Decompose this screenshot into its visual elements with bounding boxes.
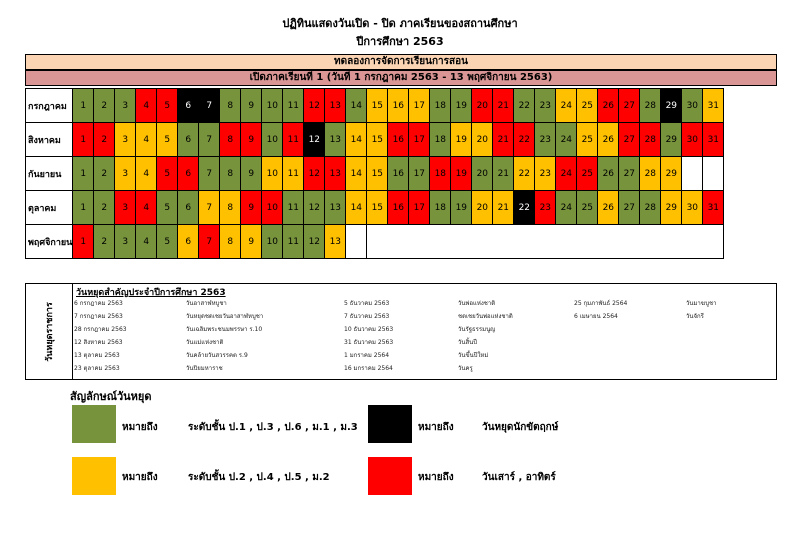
day-cell: 17	[409, 157, 430, 191]
day-cell: 15	[367, 157, 388, 191]
holiday-entry: 6 กรกฎาคม 2563	[74, 300, 123, 307]
day-cell	[346, 225, 367, 259]
legend-swatch-yellow	[72, 457, 116, 495]
holiday-entry: วันพ่อแห่งชาติ	[458, 300, 496, 307]
legend-desc-red: วันเสาร์ , อาทิตร์	[482, 472, 556, 483]
holiday-entry: 5 ธันวาคม 2563	[344, 300, 390, 307]
day-cell: 29	[661, 191, 682, 225]
day-cell: 6	[178, 225, 199, 259]
day-cell: 4	[136, 123, 157, 157]
day-cell: 22	[514, 123, 535, 157]
day-cell: 11	[283, 191, 304, 225]
holiday-entry: วันเฉลิมพระชนมพรรษา ร.10	[186, 326, 263, 333]
day-cell: 12	[304, 89, 325, 123]
day-cell: 2	[94, 123, 115, 157]
day-cell: 20	[472, 89, 493, 123]
day-cell: 6	[178, 157, 199, 191]
day-cell: 18	[430, 89, 451, 123]
day-cell: 13	[325, 191, 346, 225]
day-cell: 29	[661, 89, 682, 123]
holiday-entry: 6 เมษายน 2564	[574, 313, 618, 320]
day-cell: 1	[73, 123, 94, 157]
day-cell: 20	[472, 191, 493, 225]
day-cell: 1	[73, 89, 94, 123]
holiday-entry: 1 มกราคม 2564	[344, 352, 390, 359]
day-cell: 31	[703, 191, 724, 225]
semester-band: เปิดภาคเรียนที่ 1 (วันที่ 1 กรกฎาคม 2563 - 13 พฤศจิกายน 2563)	[25, 70, 777, 86]
day-cell: 10	[262, 157, 283, 191]
legend-mean-green: หมายถึง	[122, 422, 158, 433]
day-cell: 2	[94, 157, 115, 191]
day-cell: 11	[283, 89, 304, 123]
day-cell: 2	[94, 225, 115, 259]
day-cell: 27	[619, 123, 640, 157]
day-cell: 11	[283, 225, 304, 259]
day-cell: 12	[304, 225, 325, 259]
holiday-entry: วันแม่แห่งชาติ	[186, 339, 224, 346]
day-cell: 18	[430, 191, 451, 225]
holiday-entry: วันปิยมหาราช	[186, 365, 223, 372]
month-label: กรกฎาคม	[26, 89, 73, 123]
day-cell: 3	[115, 225, 136, 259]
day-cell: 10	[262, 89, 283, 123]
day-cell: 28	[640, 191, 661, 225]
day-cell: 17	[409, 123, 430, 157]
calendar-row	[26, 157, 724, 191]
day-cell: 21	[493, 191, 514, 225]
holiday-title: วันหยุดสำคัญประจำปีการศึกษา 2563	[76, 288, 226, 298]
day-cell: 24	[556, 191, 577, 225]
day-cell: 16	[388, 191, 409, 225]
day-cell: 12	[304, 157, 325, 191]
day-cell: 23	[535, 191, 556, 225]
day-cell: 14	[346, 89, 367, 123]
day-cell: 30	[682, 89, 703, 123]
day-cell: 9	[241, 123, 262, 157]
day-cell: 8	[220, 89, 241, 123]
holiday-entry: วันขึ้นปีใหม่	[458, 352, 489, 359]
day-cell	[682, 157, 703, 191]
day-cell: 25	[577, 157, 598, 191]
calendar-row	[26, 123, 724, 157]
holiday-entry: วันสิ้นปี	[458, 339, 478, 346]
day-cell: 25	[577, 89, 598, 123]
day-cell: 18	[430, 123, 451, 157]
day-cell: 14	[346, 157, 367, 191]
day-cell: 19	[451, 123, 472, 157]
day-cell: 23	[535, 157, 556, 191]
day-cell: 7	[199, 123, 220, 157]
day-cell: 29	[661, 157, 682, 191]
legend-swatch-black	[368, 405, 412, 443]
day-cell: 8	[220, 225, 241, 259]
day-cell: 7	[199, 191, 220, 225]
day-cell: 9	[241, 225, 262, 259]
holiday-entry: 12 สิงหาคม 2563	[74, 339, 123, 346]
day-cell: 28	[640, 123, 661, 157]
day-cell: 20	[472, 123, 493, 157]
legend-mean-black: หมายถึง	[418, 422, 454, 433]
holiday-side-label: วันหยุดราชการ	[26, 284, 73, 379]
holiday-entry: วันมาฆบูชา	[686, 300, 717, 307]
day-cell: 13	[325, 225, 346, 259]
empty-cell	[703, 157, 724, 191]
day-cell: 30	[682, 123, 703, 157]
legend-title: สัญลักษณ์วันหยุด	[70, 390, 152, 403]
holiday-entry: 7 ธันวาคม 2563	[344, 313, 390, 320]
holiday-entry: ชดเชยวันพ่อแห่งชาติ	[458, 313, 513, 320]
legend-swatch-green	[72, 405, 116, 443]
day-cell: 4	[136, 191, 157, 225]
day-cell: 6	[178, 123, 199, 157]
day-cell: 27	[619, 89, 640, 123]
day-cell: 31	[703, 123, 724, 157]
day-cell: 21	[493, 157, 514, 191]
day-cell: 9	[241, 157, 262, 191]
day-cell: 13	[325, 157, 346, 191]
day-cell: 9	[241, 89, 262, 123]
holiday-entry: 31 ธันวาคม 2563	[344, 339, 394, 346]
day-cell: 7	[199, 89, 220, 123]
day-cell: 26	[598, 123, 619, 157]
holiday-entry: วันคล้ายวันสวรรคต ร.9	[186, 352, 248, 359]
day-cell: 3	[115, 191, 136, 225]
day-cell: 4	[136, 89, 157, 123]
holiday-entry: 7 กรกฎาคม 2563	[74, 313, 123, 320]
day-cell: 5	[157, 89, 178, 123]
holiday-entry: วันหยุดชดเชยวันอาสาฬหบูชา	[186, 313, 264, 320]
day-cell: 8	[220, 191, 241, 225]
day-cell: 24	[556, 157, 577, 191]
day-cell: 17	[409, 191, 430, 225]
legend-mean-red: หมายถึง	[418, 472, 454, 483]
holiday-panel	[25, 283, 777, 380]
holiday-entry: วันจักรี	[686, 313, 704, 320]
day-cell: 7	[199, 225, 220, 259]
day-cell: 26	[598, 191, 619, 225]
day-cell: 24	[556, 123, 577, 157]
holiday-entry: 28 กรกฎาคม 2563	[74, 326, 127, 333]
day-cell: 11	[283, 123, 304, 157]
day-cell: 29	[661, 123, 682, 157]
day-cell: 5	[157, 123, 178, 157]
holiday-entry: 23 ตุลาคม 2563	[74, 365, 120, 372]
calendar-row	[26, 191, 724, 225]
day-cell: 17	[409, 89, 430, 123]
calendar-table	[25, 88, 724, 259]
legend-desc-yellow: ระดับชั้น ป.2 , ป.4 , ป.5 , ม.2	[188, 472, 330, 483]
day-cell: 16	[388, 123, 409, 157]
day-cell: 23	[535, 89, 556, 123]
day-cell: 10	[262, 123, 283, 157]
day-cell: 23	[535, 123, 556, 157]
day-cell: 1	[73, 191, 94, 225]
day-cell: 7	[199, 157, 220, 191]
day-cell: 14	[346, 191, 367, 225]
day-cell: 25	[577, 191, 598, 225]
day-cell: 5	[157, 191, 178, 225]
day-cell: 1	[73, 157, 94, 191]
day-cell: 8	[220, 123, 241, 157]
day-cell: 8	[220, 157, 241, 191]
day-cell: 12	[304, 191, 325, 225]
day-cell: 3	[115, 123, 136, 157]
day-cell: 26	[598, 89, 619, 123]
day-cell: 20	[472, 157, 493, 191]
day-cell: 9	[241, 191, 262, 225]
calendar-row	[26, 225, 724, 259]
month-label: กันยายน	[26, 157, 73, 191]
day-cell: 3	[115, 89, 136, 123]
trial-band: ทดลองการจัดการเรียนการสอน	[25, 54, 777, 70]
day-cell: 5	[157, 225, 178, 259]
day-cell: 5	[157, 157, 178, 191]
calendar-row	[26, 89, 724, 123]
legend-desc-black: วันหยุดนักขัตฤกษ์	[482, 422, 559, 433]
day-cell: 10	[262, 225, 283, 259]
month-label: พฤศจิกายน	[26, 225, 73, 259]
day-cell: 2	[94, 89, 115, 123]
day-cell: 30	[682, 191, 703, 225]
day-cell: 10	[262, 191, 283, 225]
holiday-entry: 16 มกราคม 2564	[344, 365, 393, 372]
day-cell: 16	[388, 157, 409, 191]
day-cell: 19	[451, 89, 472, 123]
day-cell: 27	[619, 157, 640, 191]
page-title: ปฏิทินแสดงวันเปิด - ปิด ภาคเรียนของสถานศึกษา	[282, 17, 518, 30]
day-cell: 13	[325, 123, 346, 157]
day-cell: 6	[178, 89, 199, 123]
day-cell: 28	[640, 157, 661, 191]
day-cell: 13	[325, 89, 346, 123]
month-label: ตุลาคม	[26, 191, 73, 225]
legend-desc-green: ระดับชั้น ป.1 , ป.3 , ป.6 , ม.1 , ม.3	[188, 422, 358, 433]
day-cell: 12	[304, 123, 325, 157]
day-cell: 21	[493, 89, 514, 123]
day-cell: 2	[94, 191, 115, 225]
day-cell: 25	[577, 123, 598, 157]
day-cell: 15	[367, 191, 388, 225]
day-cell: 15	[367, 89, 388, 123]
day-cell: 22	[514, 191, 535, 225]
day-cell: 14	[346, 123, 367, 157]
day-cell: 1	[73, 225, 94, 259]
holiday-entry: 25 กุมภาพันธ์ 2564	[574, 300, 628, 307]
day-cell: 3	[115, 157, 136, 191]
month-label: สิงหาคม	[26, 123, 73, 157]
day-cell: 26	[598, 157, 619, 191]
page-subtitle: ปีการศึกษา 2563	[356, 35, 444, 48]
day-cell: 22	[514, 157, 535, 191]
legend-swatch-red	[368, 457, 412, 495]
day-cell: 31	[703, 89, 724, 123]
day-cell: 22	[514, 89, 535, 123]
legend-mean-yellow: หมายถึง	[122, 472, 158, 483]
day-cell: 18	[430, 157, 451, 191]
day-cell: 19	[451, 157, 472, 191]
day-cell: 16	[388, 89, 409, 123]
holiday-entry: 10 ธันวาคม 2563	[344, 326, 394, 333]
day-cell: 27	[619, 191, 640, 225]
day-cell: 4	[136, 157, 157, 191]
holiday-entry: วันรัฐธรรมนูญ	[458, 326, 496, 333]
day-cell: 19	[451, 191, 472, 225]
day-cell: 11	[283, 157, 304, 191]
day-cell: 21	[493, 123, 514, 157]
day-cell: 28	[640, 89, 661, 123]
empty-cell	[367, 225, 724, 259]
holiday-entry: 13 ตุลาคม 2563	[74, 352, 120, 359]
holiday-entry: วันครู	[458, 365, 473, 372]
day-cell: 4	[136, 225, 157, 259]
holiday-entry: วันอาสาฬหบูชา	[186, 300, 227, 307]
day-cell: 24	[556, 89, 577, 123]
day-cell: 15	[367, 123, 388, 157]
day-cell: 6	[178, 191, 199, 225]
